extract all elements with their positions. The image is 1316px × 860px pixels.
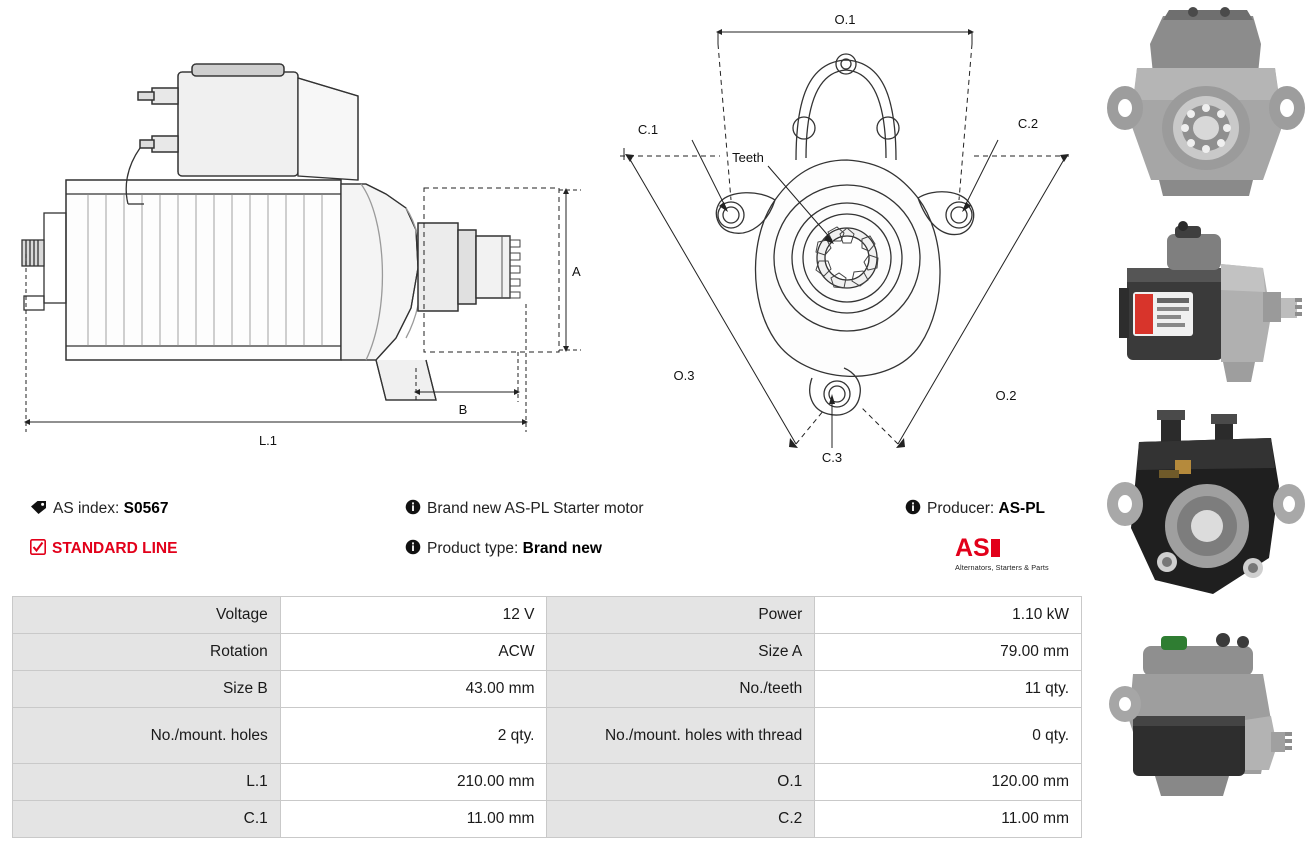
product-info-row	[30, 498, 1090, 584]
starter-photo-2[interactable]	[1103, 206, 1308, 406]
starter-photo-4[interactable]	[1103, 620, 1308, 820]
info-icon	[405, 539, 421, 562]
table-row	[13, 801, 1082, 838]
checkbox-checked-icon	[30, 539, 46, 562]
dim-label-teeth: Teeth	[732, 150, 764, 165]
table-row	[13, 597, 1082, 634]
product-photo-gallery	[1096, 0, 1316, 860]
product-description-label: Brand new AS-PL Starter motor	[427, 500, 644, 517]
tag-icon	[30, 500, 47, 522]
spec-key: C.1	[13, 801, 281, 838]
aspl-logo-bar	[991, 539, 1000, 557]
spec-key: O.1	[547, 764, 815, 801]
table-row	[13, 764, 1082, 801]
aspl-logo	[955, 536, 1085, 576]
dim-label-b: B	[458, 402, 468, 417]
spec-value: 210.00 mm	[280, 764, 547, 801]
spec-value: 11.00 mm	[280, 801, 547, 838]
spec-key: Voltage	[13, 597, 281, 634]
starter-photo-3[interactable]	[1103, 408, 1308, 608]
spec-value: 12 V	[280, 597, 547, 634]
dim-label-o3: O.3	[673, 368, 695, 383]
info-icon	[405, 499, 421, 522]
table-row	[13, 671, 1082, 708]
technical-drawings	[0, 0, 1096, 480]
spec-key: No./mount. holes	[13, 708, 281, 764]
table-row	[13, 634, 1082, 671]
spec-key: Size A	[547, 634, 815, 671]
aspl-logo-text: AS	[955, 534, 990, 562]
spec-value: 11.00 mm	[815, 801, 1082, 838]
as-index-value: S0567	[123, 500, 169, 517]
starter-side-view-drawing	[6, 8, 606, 468]
dim-label-o1: O.1	[834, 12, 856, 27]
dim-label-c2: C.2	[1017, 116, 1039, 131]
table-row	[13, 708, 1082, 764]
producer-value: AS-PL	[998, 500, 1046, 517]
as-index-label: AS index:	[53, 500, 120, 517]
info-icon	[905, 499, 921, 522]
spec-key: L.1	[13, 764, 281, 801]
spec-value: 120.00 mm	[815, 764, 1082, 801]
spec-value: 2 qty.	[280, 708, 547, 764]
dim-label-o2: O.2	[995, 388, 1017, 403]
spec-key: Rotation	[13, 634, 281, 671]
product-type-label: Product type:	[427, 540, 519, 557]
spec-value: 0 qty.	[815, 708, 1082, 764]
spec-key: Power	[547, 597, 815, 634]
spec-value: 79.00 mm	[815, 634, 1082, 671]
spec-key: C.2	[547, 801, 815, 838]
starter-front-view-drawing	[600, 0, 1090, 478]
dim-label-a: A	[572, 264, 581, 279]
spec-value: 11 qty.	[815, 671, 1082, 708]
standard-line-label: STANDARD LINE	[52, 540, 178, 557]
producer-label: Producer:	[927, 500, 995, 517]
spec-key: No./mount. holes with thread	[547, 708, 815, 764]
dim-label-l1: L.1	[258, 433, 278, 448]
product-type-value: Brand new	[522, 540, 602, 557]
spec-value: 43.00 mm	[280, 671, 547, 708]
specifications-table	[12, 596, 1082, 838]
dim-label-c1: C.1	[637, 122, 659, 137]
starter-photo-1[interactable]	[1103, 4, 1308, 204]
producer-line	[905, 498, 1045, 522]
spec-value: 1.10 kW	[815, 597, 1082, 634]
spec-value: ACW	[280, 634, 547, 671]
product-type-line	[405, 538, 602, 562]
as-index-line	[30, 498, 169, 522]
aspl-logo-subtitle: Alternators, Starters & Parts	[955, 563, 1049, 572]
spec-key: No./teeth	[547, 671, 815, 708]
standard-line-badge	[30, 538, 177, 562]
dim-label-c3: C.3	[821, 450, 843, 465]
spec-key: Size B	[13, 671, 281, 708]
product-description-line	[405, 498, 644, 522]
